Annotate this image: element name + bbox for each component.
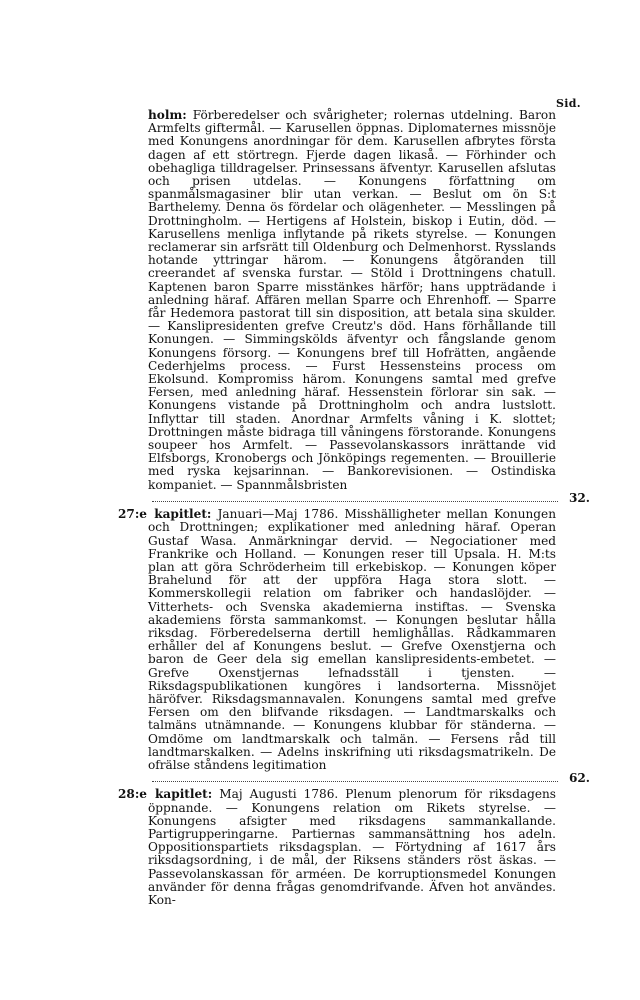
- page-number: 62.: [568, 771, 590, 786]
- page-number: 32.: [568, 490, 590, 505]
- entry-lead-word: holm:: [148, 108, 187, 122]
- page-column-label: Sid.: [556, 97, 581, 110]
- toc-entry-intro: [118, 109, 556, 492]
- chapter-summary: Maj Augusti 1786. Plenum plenorum för riksdagens öppnande. — Konungens relation om Rikets styrelse. — Konungens afsigter med riksdagens sammankallande. Partigrupperingarne. Partiernas sammansättning hos adeln. Oppositionspartiets riksdagsplan. — Förtydning af 1617 års riksdagsordning, i de mål, der Riksens ständers röst äskas. — Passevolanskassan för arméen. De korruptionsmedel Konungen använder för denna frågas genomdrifvande. Äfven hot användes. Kon-: [148, 787, 556, 907]
- entry-page-ref: [118, 771, 590, 786]
- table-of-contents: [118, 108, 590, 907]
- chapter-summary: Januari—Maj 1786. Misshälligheter mellan Konungen och Drottningen; explikationer med anledning häraf. Operan Gustaf Wasa. Anmärkningar dervid. — Negociationer med Frankrike och Holland. — Konungen reser till Upsala. H. M:ts plan att göra Schröderheim till erkebiskop. — Konungen köper Brahelund för att der uppföra Haga stora slott. — Kommerskollegii relation om fabriker och handaslöjder. — Vitterhets- och Svenska akademierna instiftas. — Svenska akademiens första sammankomst. — Konungen beslutar hålla riksdag. Förberedelserna dertill hemlighållas. Rådkammaren erhåller del af Konungens beslut. — Grefve Oxenstjerna och baron de Geer dela sig emellan kanslipresidents-embetet. — Grefve Oxenstjernas lefnadsställ i tjensten. — Riksdagspublikationen kungöres i landsorterna. Missnöjet häröfver. Riksdagsmannavalen. Konungens samtal med grefve Fersen om den blifvande riksdagen. — Landtmarskalks och talmäns utnämnande. — Konungens klubbar för ständerna. — Omdöme om landtmarskalk och talmän. — Fersens råd till landtmarskalken. — Adelns inskrifning uti riksdagsmatrikeln. De ofrälse ståndens legitimation: [148, 507, 556, 772]
- dot-leader: [152, 501, 558, 502]
- toc-entry-chapter-27: 27:e kapitlet: Januari—Maj 1786. Misshälligheter mellan Konungen och Drottningen; explikationer med anledning häraf. Operan Gustaf Wasa. Anmärkningar dervid. — Negociationer med Frankrike och Holland. — Konungen reser till Upsala. H. M:ts plan att göra Schröderheim till erkebiskop. — Konungen köper Brahelund för att der uppföra Haga stora slott. — Kommerskollegii relation om fabriker och handaslöjder. — Vitterhets- och Svenska akademierna instiftas. — Svenska akademiens första sammankomst. — Konungen beslutar hålla riksdag. Förberedelserna dertill hemlighållas. Rådkammaren erhåller del af Konungens beslut. — Grefve Oxenstjerna och baron de Geer dela sig emellan kanslipresidents-embetet. — Grefve Oxenstjernas lefnadsställ i tjensten. — Riksdagspublikationen kungöres i landsorterna. Missnöjet häröfver. Riksdagsmannavalen. Konungens samtal med grefve Fersen om den blifvande riksdagen. — Landtmarskalks och talmäns utnämnande. — Konungens klubbar för ständerna. — Omdöme om landtmarskalk och talmän. — Fersens råd till landtmarskalken. — Adelns inskrifning uti riksdagsmatrikeln. De ofrälse ståndens legitimation: [118, 507, 556, 772]
- chapter-keyword: kapitlet:: [154, 507, 212, 522]
- toc-entry-chapter-28: 28:e kapitlet: Maj Augusti 1786. Plenum plenorum för riksdagens öppnande. — Konungens relation om Rikets styrelse. — Konungens afsigter med riksdagens sammankallande. Partigrupperingarne. Partiernas sammansättning hos adeln. Oppositionspartiets riksdagsplan. — Förtydning af 1617 års riksdagsordning, i de mål, der Riksens ständers röst äskas. — Passevolanskassan för arméen. De korruptionsmedel Konungen använder för denna frågas genomdrifvande. Äfven hot användes. Kon-: [118, 787, 556, 907]
- entry-summary: Förberedelser och svårigheter; rolernas utdelning. Baron Armfelts giftermål. — Karusellen öppnas. Diplomaternes missnöje med Konungens anordningar för dem. Karusellen afbrytes första dagen af ett störtregn. Fjerde dagen likaså. — Förhinder och obehagliga tilldragelser. Prinsessans äfventyr. Karusellen afslutas och prisen utdelas. — Konungens författning om spanmålsmagasiner blir utan verkan. — Beslut om ön S:t Barthelemy. Denna ös fördelar och olägenheter. — Messlingen på Drottningholm. — Hertigens af Holstein, biskop i Eutin, död. — Karusellens menliga inflytande på rikets styrelse. — Konungen reclamerar sin arfsrätt till Oldenburg och Delmenhorst. Rysslands hotande yttringar härom. — Konungens åtgöranden till creerandet af svenska furstar. — Stöld i Drottningens chatull. Kaptenen baron Sparre misstänkes härför; hans uppträdande i anledning häraf. Affären mellan Sparre och Ehrenhoff. — Sparre får Hedemora pastorat till sin disposition, att betala sina skulder. — Kanslipresidenten grefve Creutz's död. Hans förhållande till Konungen. — Simmingskölds äfventyr och fångslande genom Konungens försorg. — Konungens bref till Hofrätten, angående Cederhjelms process. — Furst Hessensteins process om Ekolsund. Kompromiss härom. Konungens samtal med grefve Fersen, med anledning häraf. Hessenstein förlorar sin sak. — Konungens vistande på Drottningholm och andra lustslott. Inflyttar till staden. Anordnar Armfelts våning i K. slottet; Drottningen måste bidraga till våningens förstorande. Konungens soupeer hos Armfelt. — Passevolanskassors inrättande vid Elfsborgs, Kronobergs och Jönköpings regementen. — Brouillerie med ryska kejsarinnan. — Bankorevisionen. — Ostindiska kompaniet. — Spannmålsbristen: [148, 108, 556, 492]
- chapter-keyword: kapitlet:: [155, 787, 213, 802]
- entry-page-ref: [118, 490, 590, 505]
- dot-leader: [152, 781, 558, 782]
